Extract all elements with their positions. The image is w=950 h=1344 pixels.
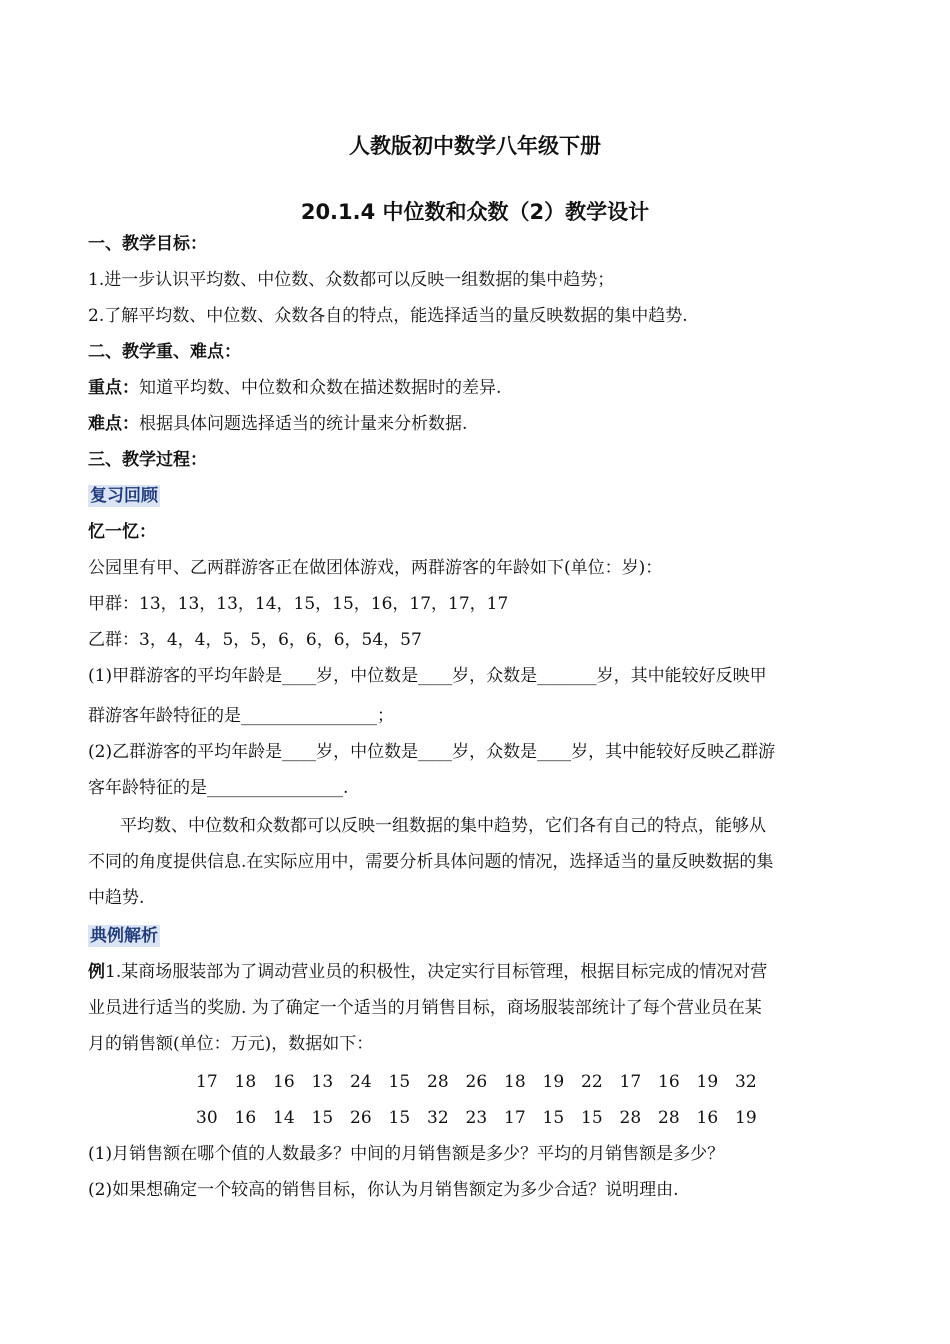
section2-heading: 二、教学重、难点： [88, 342, 241, 362]
sales-value: 15 [311, 1108, 334, 1128]
sales-value: 32 [427, 1108, 449, 1128]
sales-value: 19 [735, 1108, 757, 1128]
hard-point-text: 根据具体问题选择适当的统计量来分析数据. [139, 414, 468, 434]
hard-point-label: 难点： [88, 414, 139, 434]
sales-value: 23 [465, 1108, 488, 1128]
example-question-2: (2)如果想确定一个较高的销售目标，你认为月销售额定为多少合适？说明理由. [88, 1180, 679, 1200]
sales-value: 26 [350, 1108, 372, 1128]
sales-value: 22 [581, 1072, 603, 1092]
review-intro: 公园里有甲、乙两群游客正在做团体游戏，两群游客的年龄如下(单位：岁)： [88, 558, 663, 578]
sales-value: 17 [504, 1108, 526, 1128]
section1-heading: 一、教学目标： [88, 234, 207, 254]
sales-value: 15 [388, 1072, 411, 1092]
goal-item-1: 1.进一步认识平均数、中位数、众数都可以反映一组数据的集中趋势； [88, 270, 615, 290]
sales-value: 15 [581, 1108, 603, 1128]
review-tag: 复习回顾 [90, 486, 158, 506]
sales-value: 14 [273, 1108, 295, 1128]
sales-value: 19 [696, 1072, 719, 1092]
sales-value: 18 [504, 1072, 526, 1092]
summary-para-line-1: 平均数、中位数和众数都可以反映一组数据的集中趋势，它们各有自己的特点，能够从 [120, 816, 766, 836]
doc-title: 人教版初中数学八年级下册 [349, 134, 601, 158]
example-tag: 典例解析 [90, 926, 158, 946]
key-point-label: 重点： [88, 378, 139, 398]
key-point [88, 376, 501, 400]
sales-value: 16 [273, 1072, 295, 1092]
example-line-3: 月的销售额(单位：万元)，数据如下： [88, 1034, 374, 1054]
sales-value: 18 [234, 1072, 257, 1092]
question-1-line-1: (1)甲群游客的平均年龄是____岁，中位数是____岁，众数是_______岁，其中能较好反映甲 [88, 666, 767, 686]
sales-value: 15 [388, 1108, 411, 1128]
sales-value: 17 [619, 1072, 642, 1092]
sales-value: 28 [619, 1108, 642, 1128]
sales-value: 30 [196, 1108, 218, 1128]
example-tag-line [88, 924, 160, 948]
sales-value: 15 [542, 1108, 565, 1128]
doc-subtitle: 20.1.4 中位数和众数（2）教学设计 [300, 200, 650, 224]
section3-heading: 三、教学过程： [88, 450, 207, 470]
summary-para-line-3: 中趋势. [88, 888, 145, 908]
group-b-ages: 乙群：3，4，4，5，5，6，6，6，54，57 [88, 630, 422, 650]
sales-value: 19 [542, 1072, 565, 1092]
sales-value: 16 [234, 1108, 257, 1128]
sales-data-row-1 [196, 1070, 774, 1094]
example-line-2: 业员进行适当的奖励. 为了确定一个适当的月销售目标，商场服装部统计了每个营业员在某 [88, 998, 762, 1018]
summary-para-line-2: 不同的角度提供信息.在实际应用中，需要分析具体问题的情况，选择适当的量反映数据的集 [88, 852, 774, 872]
question-2-line-1: (2)乙群游客的平均年龄是____岁，中位数是____岁，众数是____岁，其中能较好反映乙群游 [88, 742, 776, 762]
hard-point [88, 412, 467, 436]
example-text-1: 1.某商场服装部为了调动营业员的积极性，决定实行目标管理，根据目标完成的情况对营 [105, 962, 768, 982]
sales-value: 24 [350, 1072, 372, 1092]
sales-value: 17 [196, 1072, 218, 1092]
group-a-ages: 甲群：13，13，13，14，15，15，16，17，17，17 [88, 594, 509, 614]
sales-data-row-2 [196, 1106, 774, 1130]
question-2-line-2: 客年龄特征的是________________. [88, 778, 349, 798]
sales-value: 28 [427, 1072, 449, 1092]
sales-value: 26 [465, 1072, 488, 1092]
review-tag-line [88, 484, 160, 508]
example-label: 例 [88, 962, 105, 982]
sales-value: 16 [696, 1108, 719, 1128]
sales-value: 13 [311, 1072, 334, 1092]
sales-value: 32 [735, 1072, 757, 1092]
sales-value: 16 [658, 1072, 680, 1092]
example-question-1: (1)月销售额在哪个值的人数最多？中间的月销售额是多少？平均的月销售额是多少？ [88, 1144, 725, 1164]
key-point-text: 知道平均数、中位数和众数在描述数据时的差异. [139, 378, 502, 398]
recall-label: 忆一忆： [88, 522, 156, 542]
goal-item-2: 2.了解平均数、中位数、众数各自的特点，能选择适当的量反映数据的集中趋势. [88, 306, 688, 326]
question-1-line-2: 群游客年龄特征的是________________； [88, 706, 394, 726]
example-line-1 [88, 960, 767, 984]
sales-value: 28 [658, 1108, 680, 1128]
